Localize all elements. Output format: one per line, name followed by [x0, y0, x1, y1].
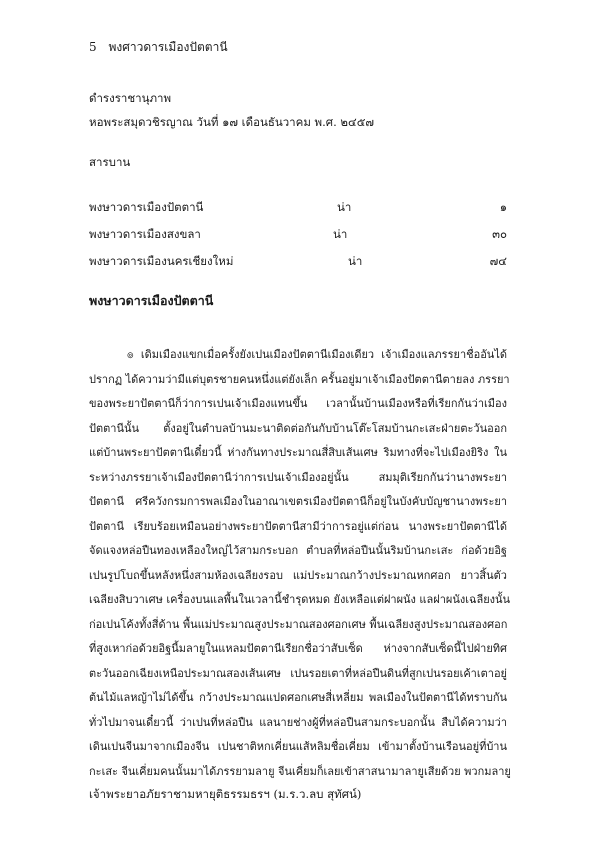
body-paragraph — [89, 343, 511, 784]
body-line: แต่บ้านพระยาปัตตานีเดี๋ยวนี้ ห่างกันทางประมาณสี่สิบเส้นเศษ ริมทางที่จะไปเมืองยิริง ใน — [89, 446, 507, 459]
body-line: เฉลียงสิบวาเศษ เครื่องบนแลพื้นในเวลานี้ชำรุดหมด ยังเหลือแต่ฝาผนัง แลฝาผนังเฉลียงนั้น — [89, 593, 511, 606]
toc-row — [89, 199, 507, 226]
toc-entry-page-label: น่า — [333, 227, 348, 241]
toc-entry-page-label: น่า — [337, 200, 352, 214]
body-line: จัดแจงหล่อปืนทองเหลืองใหญ่ไว้สามกระบอก ตำบลที่หล่อปืนนั้นริมบ้านกะเสะ ก่อด้วยอิฐ — [89, 544, 507, 557]
author-line: ดำรงราชานุภาพ — [89, 91, 172, 105]
body-line: ๏ เดิมเมืองแขกเมื่อครั้งยังเปนเมืองปัตตานีเมืองเดียว เจ้าเมืองแลภรรยาชื่ออันได้ — [127, 348, 507, 361]
footer-credit: เจ้าพระยาอภัยราชามหายุติธรรมธรฯ (ม.ร.ว.ลบ สุทัศน์) — [89, 787, 362, 801]
body-line: ก่อเปนโค้งทั้งสี่ด้าน พื้นแม่ประมาณสูงประมาณสองศอกเศษ พื้นเฉลียงสูงประมาณสองศอก — [89, 617, 508, 631]
body-line: ปรากฏ ได้ความว่ามีแต่บุตรชายคนหนึ่งแต่ยังเล็ก ครั้นอยู่มาเจ้าเมืองปัตตานีตายลง ภรรยา — [89, 372, 510, 386]
body-line: กะเสะ จีนเคี่ยมคนนั้นมาได้ภรรยามลายู จีนเคี่ยมก็เลยเข้าสาสนามาลายูเสียด้วย พวกมลายู — [89, 764, 511, 778]
section-title: พงษาวดารเมืองปัตตานี — [89, 293, 214, 308]
page-header — [89, 38, 228, 57]
toc-row — [89, 253, 507, 280]
toc-entry-page-label: น่า — [348, 254, 363, 268]
page-number: 5 — [89, 40, 97, 54]
toc-entry-title: พงษาวดารเมืองนครเชียงใหม่ — [89, 254, 234, 268]
credits-block — [89, 86, 374, 134]
body-line: ต้นไม้แลหญ้าไม่ได้ขึ้น กว้างประมาณแปดศอกเศษสี่เหลี่ยม พลเมืองในปัตตานีได้ทราบกัน — [89, 691, 507, 704]
body-line: ทั่วไปมาจนเดี๋ยวนี้ ว่าเปนที่หล่อปืน แลนายช่างผู้ที่หล่อปืนสามกระบอกนั้น สืบได้ความว่า — [89, 715, 507, 729]
toc-entry-page: ๗๔ — [489, 254, 507, 268]
toc-row — [89, 226, 507, 253]
body-line: ระหว่างภรรยาเจ้าเมืองปัตตานีว่าการเปนเจ้าเมืองอยู่นั้น สมมุติเรียกกันว่านางพระยา — [89, 470, 507, 484]
table-of-contents — [89, 199, 507, 280]
toc-entry-title: พงษาวดารเมืองปัตตานี — [89, 200, 204, 214]
body-line: ปัตตานี ศรีควังกรมการพลเมืองในอาณาเขตรเมืองปัตตานีก็อยู่ในบังคับบัญชานางพระยา — [89, 495, 507, 508]
document-title: พงศาวดารเมืองปัตตานี — [108, 40, 228, 54]
body-line: ที่สูงเหาก่อด้วยอิฐนี้มลายูในแหลมปัตตานีเรียกชื่อว่าสับเซ็ด ห่างจากสับเซ็ดนี้ไปฝ่ายทิศ — [89, 642, 507, 655]
body-line: ตะวันออกเฉียงเหนือประมาณสองเส้นเศษ เปนรอยเตาที่หล่อปืนดินที่สูกเปนรอยเค้าเตาอยู่ — [89, 666, 507, 680]
toc-heading: สารบาน — [89, 155, 131, 169]
body-line: เปนรูปโบถขึ้นหลังหนึ่งสามห้องเฉลียงรอบ แม่ประมาณกว้างประมาณหกศอก ยาวสิ้นตัว — [89, 568, 507, 582]
body-line: ปัตตานีนั้น ตั้งอยู่ในตำบลบ้านมะนาติดต่อกันกับบ้านโต๊ะโสมบ้านกะเสะฝ่ายตะวันออก — [89, 421, 507, 435]
toc-entry-page: ๓๐ — [492, 227, 507, 241]
toc-entry-page: ๑ — [499, 200, 507, 214]
body-line: ปัตตานี เรียบร้อยเหมือนอย่างพระยาปัตตานีสามีว่าการอยู่แต่ก่อน นางพระยาปัตตานีได้ — [89, 519, 507, 533]
toc-entry-title: พงษาวดารเมืองสงขลา — [89, 227, 201, 241]
publisher-date-line: หอพระสมุดวชิรญาณ วันที่ ๑๗ เดือนธันวาคม พ.ศ. ๒๔๕๗ — [89, 115, 375, 129]
body-line: เดินเปนจีนมาจากเมืองจีน เปนชาติหกเคี่ยนแส้หลิมชื่อเคี่ยม เข้ามาตั้งบ้านเรือนอยู่ที่บ้าน — [89, 740, 507, 753]
body-line: ของพระยาปัตตานีก็ว่าการเปนเจ้าเมืองแทนขึ้น เวลานั้นบ้านเมืองหรือที่เรียกกันว่าเมือง — [89, 397, 507, 410]
